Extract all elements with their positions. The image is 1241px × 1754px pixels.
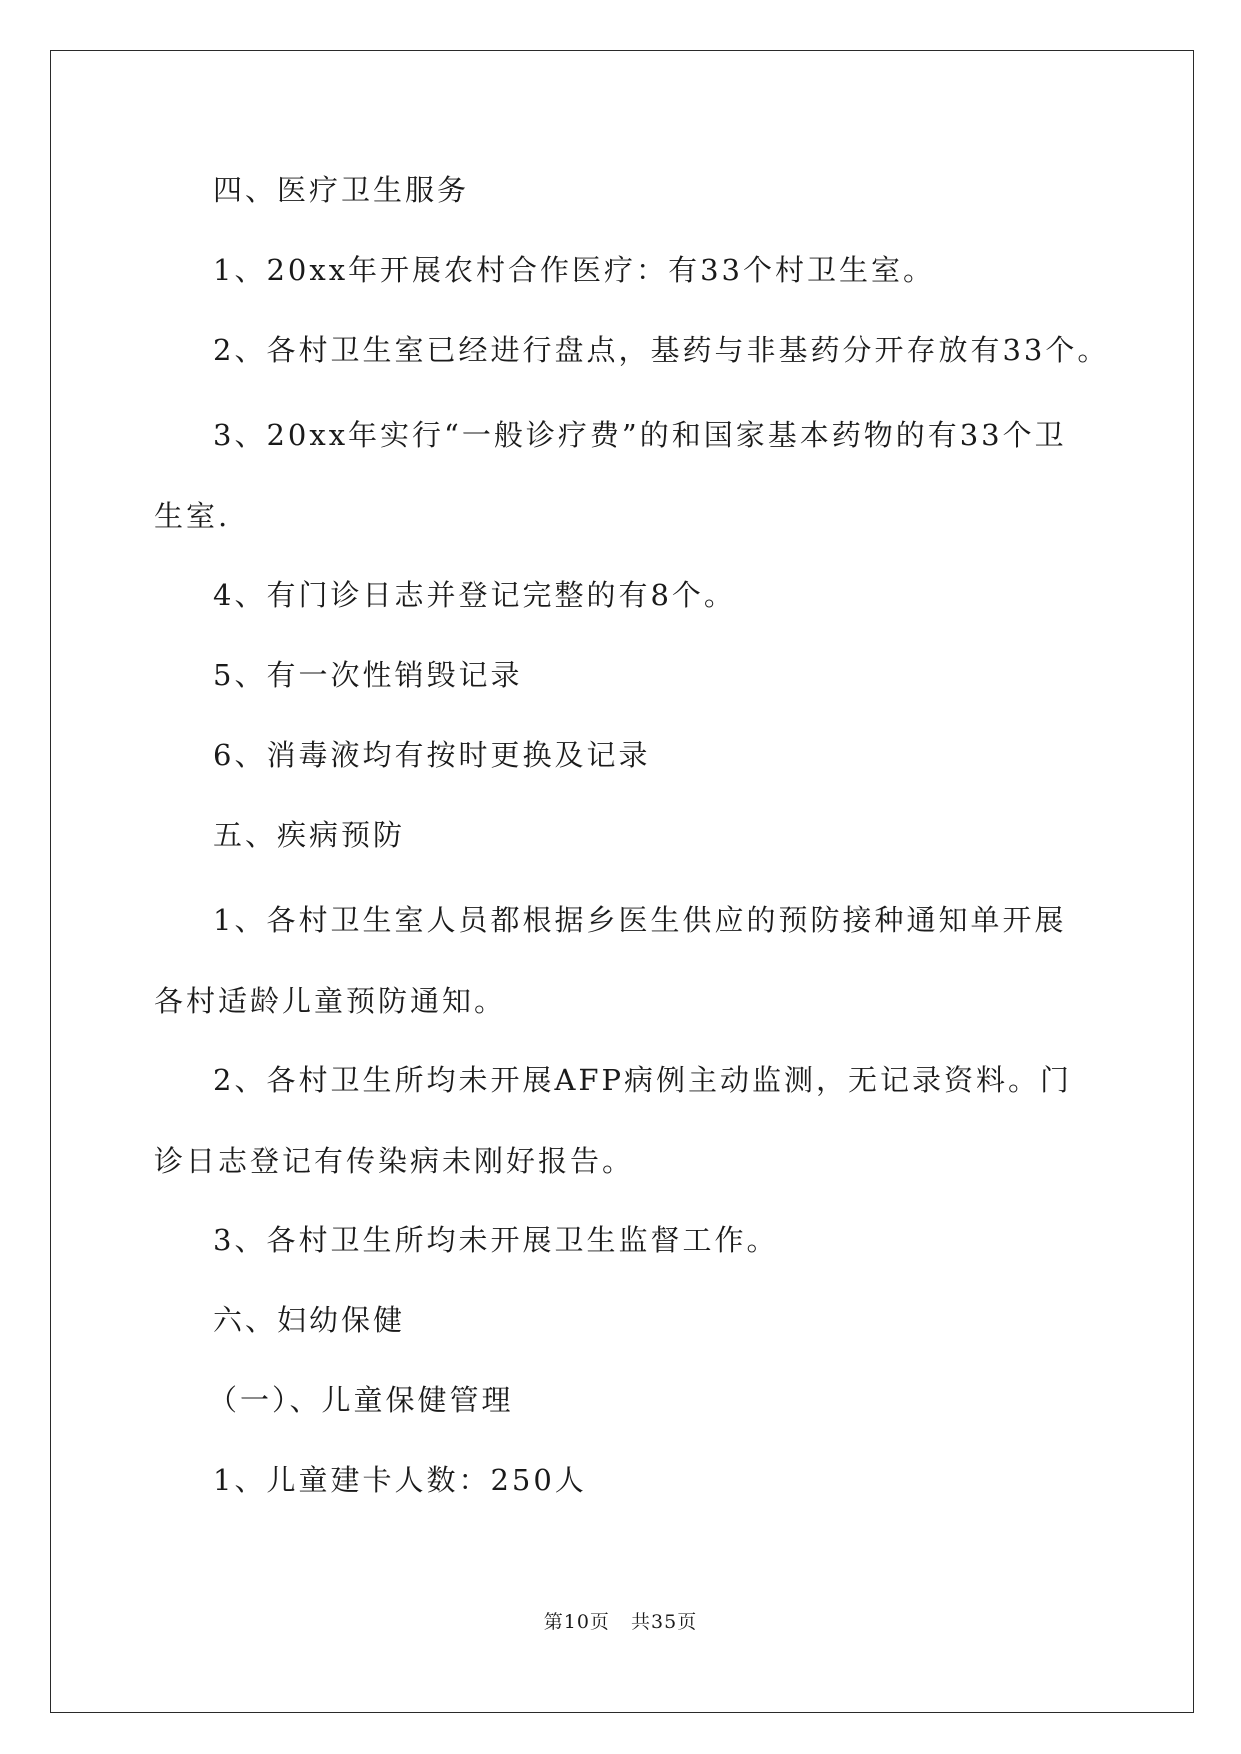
section-heading-disease-prevention: 五、疾病预防: [213, 818, 406, 852]
paragraph-cooperative-medical: 1、20xx年开展农村合作医疗：有33个村卫生室。: [213, 253, 935, 287]
paragraph-diagnosis-fee: 3、20xx年实行“一般诊疗费”的和国家基本药物的有33个卫生室.: [154, 418, 1067, 533]
paragraph-health-supervision: 3、各村卫生所均未开展卫生监督工作。: [213, 1223, 779, 1257]
paragraph-afp-monitoring: 2、各村卫生所均未开展AFP病例主动监测，无记录资料。门诊日志登记有传染病未刚好报告。: [154, 1063, 1073, 1178]
page-number-footer: 第10页 共35页: [543, 1611, 698, 1633]
paragraph-inventory: 2、各村卫生室已经进行盘点，基药与非基药分开存放有33个。: [213, 333, 1110, 367]
paragraph-disposal-record: 5、有一次性销毁记录: [213, 658, 523, 692]
section-heading-medical-service: 四、医疗卫生服务: [213, 173, 470, 207]
paragraph-disinfectant: 6、消毒液均有按时更换及记录: [213, 738, 651, 772]
paragraph-child-registration: 1、儿童建卡人数：250人: [213, 1463, 587, 1497]
paragraph-vaccination-notice: 1、各村卫生室人员都根据乡医生供应的预防接种通知单开展各村适龄儿童预防通知。: [154, 903, 1067, 1018]
paragraph-outpatient-log: 4、有门诊日志并登记完整的有8个。: [213, 578, 736, 612]
section-heading-maternal-child: 六、妇幼保健: [213, 1303, 406, 1337]
subsection-heading-child-care: （一）、儿童保健管理: [208, 1383, 514, 1417]
